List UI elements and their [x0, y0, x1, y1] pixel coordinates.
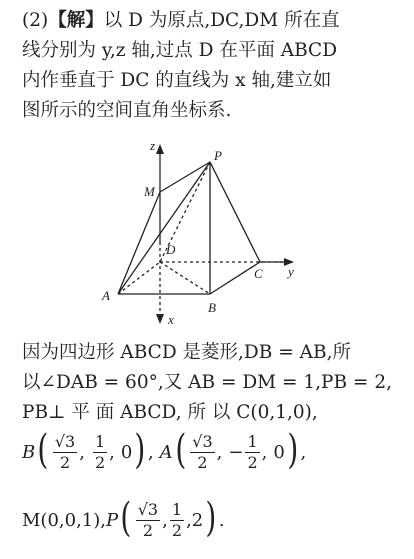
z-arrow: [156, 144, 164, 154]
point-m-coords: M(0,0,1),: [22, 510, 106, 531]
label-y: y: [288, 264, 294, 279]
edge-bc: [210, 262, 260, 294]
label-m: M: [144, 184, 155, 199]
solution-tag: 【解】: [48, 10, 104, 31]
intro-text-1: 以 D 为原点,DC,DM 所在直: [103, 10, 340, 31]
point-p-name: P: [106, 510, 119, 531]
label-x: x: [168, 312, 174, 327]
intro-line-4: 图所示的空间直角坐标系.: [22, 100, 232, 121]
edge-pa: [118, 162, 210, 294]
solution-line-1: 因为四边形 ABCD 是菱形,DB = AB,所: [22, 342, 351, 363]
intro-line-2: 线分别为 y,z 轴,过点 D 在平面 ABCD: [22, 40, 338, 61]
intro-line-3: 内作垂直于 DC 的直线为 x 轴,建立如: [22, 70, 332, 91]
fraction-1-over-2: $\frac{1}{2}$: [94, 432, 106, 472]
part-number: (2): [22, 10, 49, 31]
edge-mp: [160, 162, 210, 192]
point-b-name: B: [22, 442, 36, 463]
coords-line-b-a: B ( $\frac{√3}{2}$ , $\frac{1}{2}$ , 0 ) , A ( $\frac{√3}{2}$ , − $\frac{1}{2}$ , 0 ) ,: [22, 426, 307, 473]
label-p: P: [214, 148, 222, 163]
intro-line-1: [22, 6, 402, 35]
x-arrow: [156, 314, 164, 324]
fraction-1-over-2: $\frac{1}{2}$: [247, 432, 258, 472]
label-a: A: [102, 288, 110, 303]
fraction-sqrt3-over-2: $\frac{√3}{2}$: [137, 500, 159, 540]
edge-db: [160, 262, 210, 294]
edge-pc: [210, 162, 260, 262]
label-c: C: [254, 266, 263, 281]
solution-line-2: 以∠DAB = 60°,又 AB = DM = 1,PB = 2,: [22, 372, 392, 393]
coords-line-m-p: M(0,0,1), P ( $\frac{√3}{2}$ , $\frac{1}{2}$ , 2 ) .: [22, 494, 225, 541]
point-a-name: A: [159, 442, 173, 463]
label-z: z: [150, 138, 156, 153]
label-b: B: [208, 300, 216, 315]
fraction-sqrt3-over-2: $\frac{√3}{2}$: [192, 432, 213, 472]
fraction-1-over-2: $\frac{1}{2}$: [171, 500, 183, 540]
solution-line-3: PB⊥ 平 面 ABCD, 所 以 C(0,1,0),: [22, 402, 318, 423]
label-d: D: [166, 242, 176, 257]
fraction-sqrt3-over-2: $\frac{√3}{2}$: [54, 432, 76, 472]
coordinate-figure: [96, 132, 316, 332]
